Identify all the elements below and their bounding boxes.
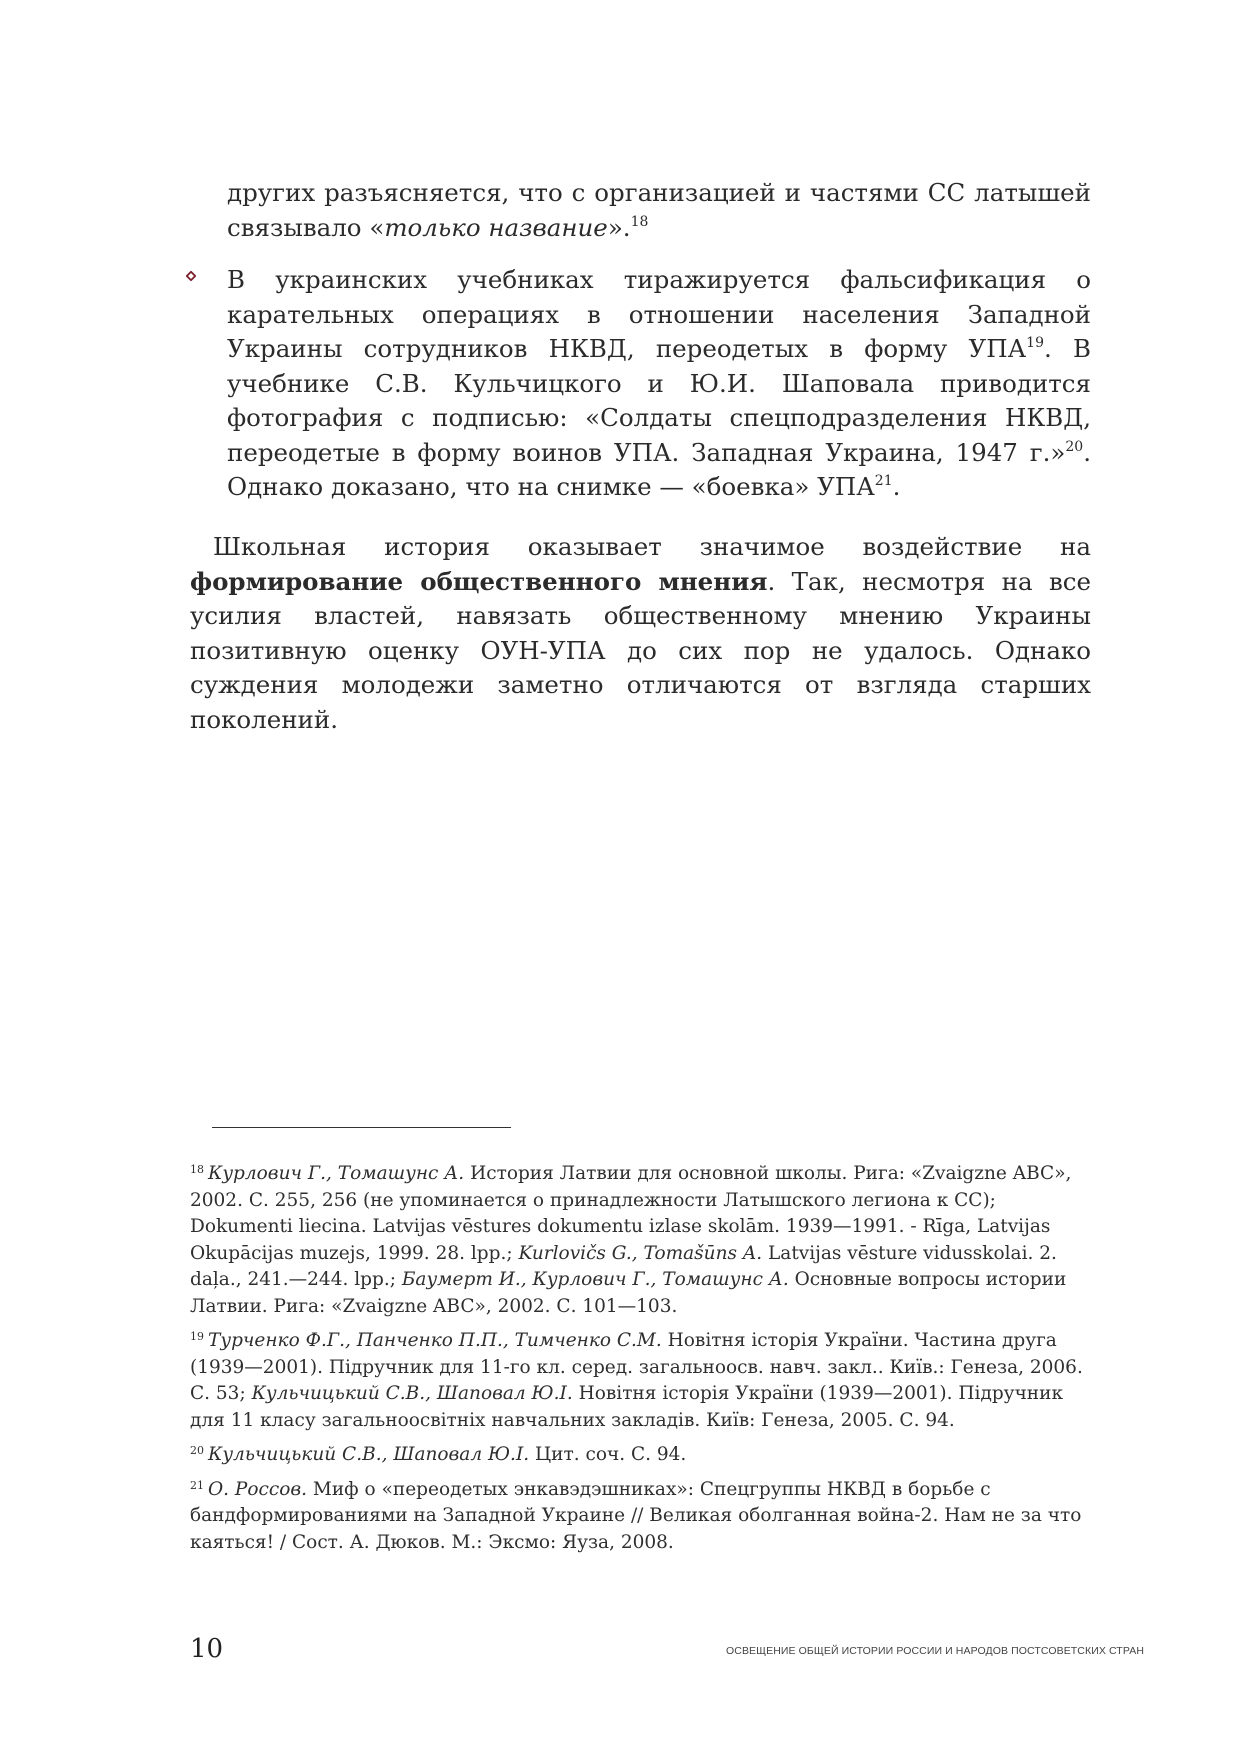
footnote-author: О. Россов.: [208, 1478, 308, 1500]
footnote-number: 18: [190, 1163, 204, 1176]
bullet-text-part: В украинских учебниках тиражируется фальсификация о карательных операциях в отношении населения Западной Украины сотрудников НКВД, переодетых в форму УПА: [227, 265, 1091, 363]
footnote-text: Новітня історія України. Частина друга (1939—2001). Підручник для 11-го кл. серед. загальноосв. навч. закл.. Київ.: Генеза, 2006. С. 53;: [190, 1330, 1083, 1404]
continuation-text-end: ».: [607, 212, 631, 242]
footnote-number: 19: [190, 1330, 204, 1343]
bullet-text-part: . В учебнике С.В. Кульчицкого и Ю.И. Шаповала приводится фотография с подписью: «Солдаты спецподразделения НКВД, переодетые в форму воинов УПА. Западная Украина, 1947 г.»: [227, 334, 1091, 467]
footnote-author: Кульчицький С.В., Шаповал Ю.І.: [251, 1383, 573, 1404]
footnote-text: Миф о «переодетых энкавэдэшниках»: Спецгруппы НКВД в борьбе с бандформированиями на Западной Украине // Великая оболганная война-2. Нам не за что каяться! / Сост. А. Дюков. М.: Эксмо: Яуза, 2008.: [190, 1478, 1082, 1553]
main-paragraph: [190, 530, 1091, 737]
footnote-number: 21: [190, 1478, 204, 1492]
footnote-text: Latvijas vēsture vidusskolai. 2. daļa., 241.—244. lpp.;: [190, 1242, 1057, 1290]
footnotes: [190, 1157, 1090, 1560]
bullet-continuation: [227, 176, 1091, 245]
bullet-item-upa-falsification: [227, 263, 1091, 505]
footnote-author: Kurlovičs G., Tomašūns A.: [518, 1242, 763, 1264]
footnote-ref-18: 18: [630, 213, 649, 230]
footnote-author: Баумерт И., Курлович Г., Томашунс А.: [401, 1269, 789, 1290]
footnote-18: [190, 1157, 1090, 1320]
paragraph-lead: Школьная история оказывает значимое воздействие на: [213, 532, 1091, 561]
footnote-text: Новітня історія України (1939—2001). Підручник для 11 класу загальноосвітніх навчальних закладів. Київ: Генеза, 2005. С. 94.: [190, 1383, 1064, 1431]
footnote-author: Турченко Ф.Г., Панченко П.П., Тимченко С.М.: [208, 1330, 662, 1351]
footnote-number: 20: [190, 1444, 204, 1457]
footnote-ref-19: 19: [1026, 335, 1044, 351]
footnote-20: [190, 1438, 1090, 1469]
footnote-separator: [212, 1127, 511, 1128]
footnote-author: Курлович Г., Томашунс А.: [208, 1163, 465, 1184]
bullet-text-part: . Однако доказано, что на снимке — «боевка» УПА: [227, 437, 1091, 501]
footnote-21: [190, 1473, 1090, 1557]
footnote-text: Цит. соч. С. 94.: [529, 1444, 687, 1465]
continuation-italic-quote: только название: [384, 212, 608, 242]
paragraph-bold-term: формирование общественного мнения: [190, 566, 768, 596]
continuation-text: других разъясняется, что с организацией и частями СС латышей связывало «: [227, 178, 1091, 242]
footnote-19: [190, 1324, 1090, 1434]
footnote-author: Кульчицький С.В., Шаповал Ю.І.: [208, 1444, 530, 1465]
footnote-text: Основные вопросы истории Латвии. Рига: «Zvaigzne ABC», 2002. С. 101—103.: [190, 1269, 1067, 1317]
hollow-diamond-icon: [186, 271, 196, 281]
page-number: 10: [190, 1634, 224, 1664]
footnote-text: История Латвии для основной школы. Рига: «Zvaigzne ABC», 2002. С. 255, 256 (не упоминается о принадлежности Латышского легиона к СС); Dokumenti liecina. Latvijas vēstures dokumentu izlase skolām. 1939—1991. - Rīga, Latvijas Okupācijas muzejs, 1999. 28. lpp.;: [190, 1163, 1072, 1264]
bullet-text-part: .: [892, 472, 901, 501]
running-footer-title: ОСВЕЩЕНИЕ ОБЩЕЙ ИСТОРИИ РОССИИ И НАРОДОВ ПОСТСОВЕТСКИХ СТРАН: [726, 1645, 1145, 1657]
footnote-ref-20: 20: [1065, 438, 1084, 455]
footnote-ref-21: 21: [874, 473, 893, 489]
paragraph-rest: . Так, несмотря на все усилия властей, навязать общественному мнению Украины позитивную оценку ОУН-УПА до сих пор не удалось. Однако суждения молодежи заметно отличаются от взгляда старших поколений.: [190, 566, 1091, 734]
